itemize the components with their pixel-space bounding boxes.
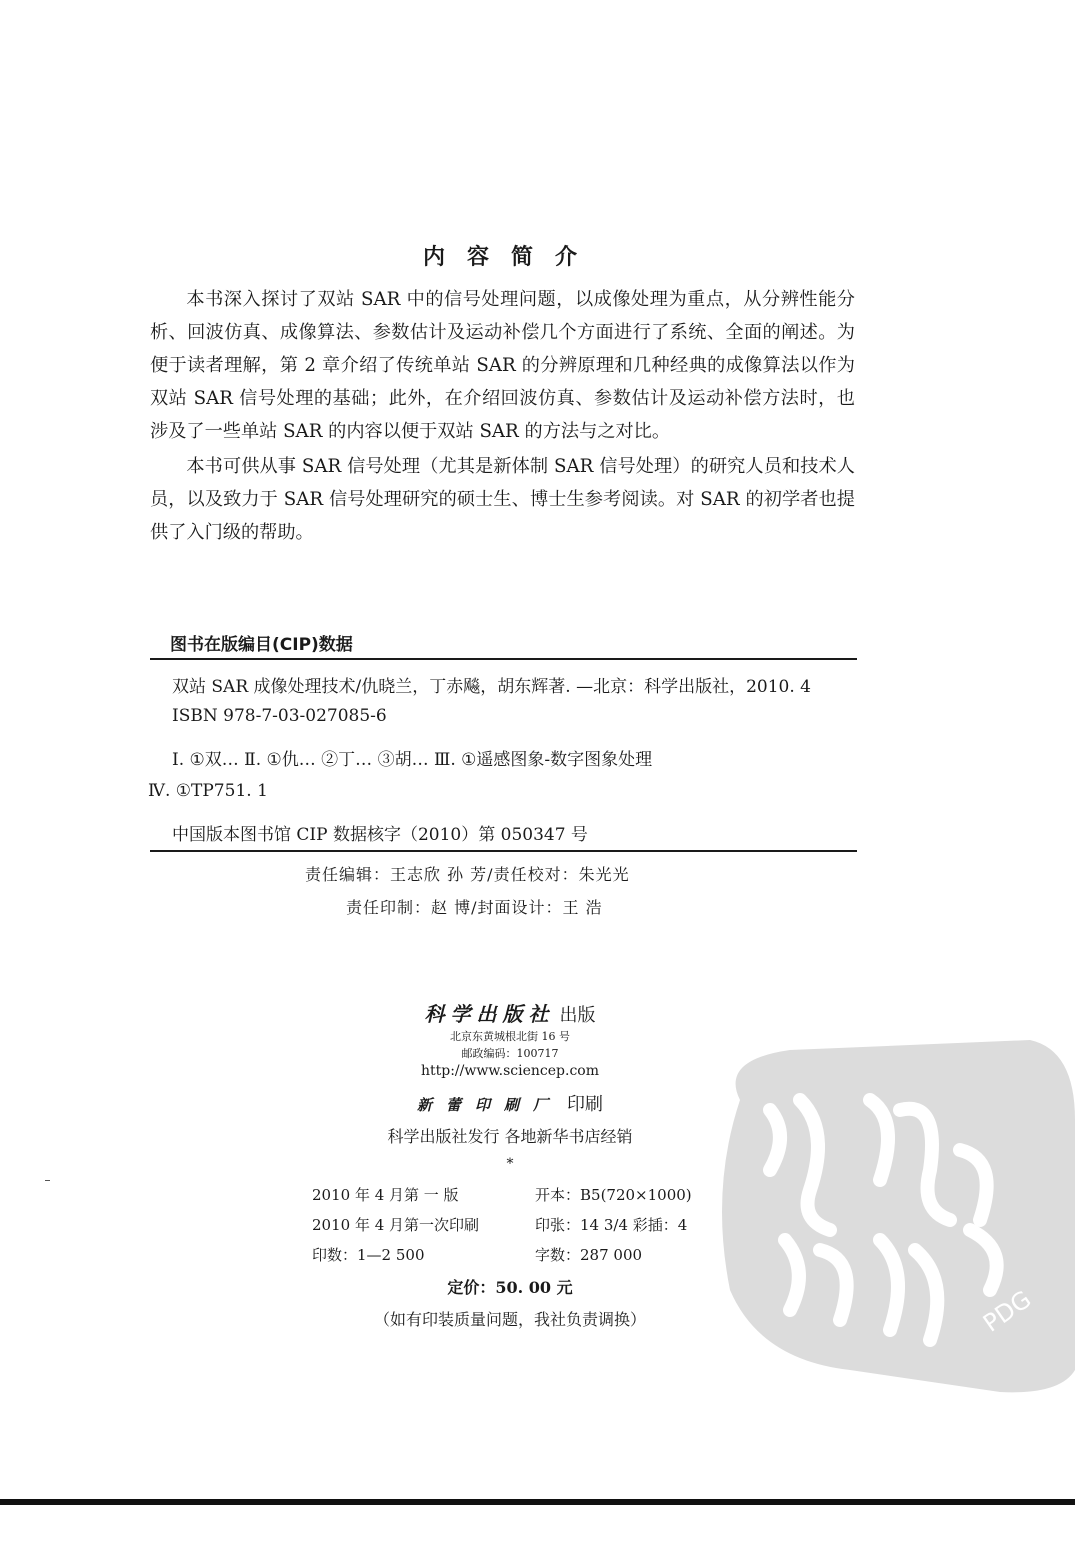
cip-record-number: 中国版本图书馆 CIP 数据核字（2010）第 050347 号 [172,825,588,845]
separator-star: * [506,1156,514,1172]
publisher-postcode: 邮政编码：100717 [461,1047,559,1060]
word-count: 字数：287 000 [535,1246,643,1264]
distribution-line: 科学出版社发行 各地新华书店经销 [387,1127,633,1146]
publisher-line [290,998,730,1027]
summary-paragraph-1: 本书深入探讨了双站 SAR 中的信号处理问题，以成像处理为重点，从分辨性能分析、回波仿真、成像算法、参数估计及运动补偿几个方面进行了系统、全面的阐述。为便于读者理解，第 2 章介绍了传统单站 SAR 的分辨原理和几种经典的成像算法以作为双站 SAR 信号处理的基础；此外，在介绍回波仿真、参数估计及运动补偿方法时，也涉及了一些单站 SAR 的内容以便于双站 SAR 的方法与之对比。 [150,289,855,442]
cip-title: 图书在版编目(CIP)数据 [170,635,353,655]
printer-name: 新蕾印刷厂 [416,1096,562,1114]
publisher-name: 科学出版社 [424,1002,555,1026]
price: 定价：50. 00 元 [447,1278,573,1297]
printer-suffix: 印刷 [567,1094,604,1115]
printer-line [290,1090,730,1116]
cip-catalog-line: 双站 SAR 成像处理技术/仇晓兰，丁赤飚，胡东辉著. —北京：科学出版社，2010. 4 [172,677,811,697]
edition-date: 2010 年 4 月第 一 版 [312,1186,459,1204]
production-line: 责任印制：赵 博/封面设计：王 浩 [346,898,603,917]
heading-char: 容 [466,245,489,270]
scan-bottom-bar [0,1499,1075,1505]
heading-char: 简 [511,245,534,270]
heading-char: 介 [555,245,578,270]
cip-bottom-rule [150,850,857,852]
summary-body [150,283,855,549]
cip-classification-number: Ⅳ. ①TP751. 1 [148,781,268,801]
heading-char: 内 [422,245,445,270]
cip-classification: Ⅰ. ①双… Ⅱ. ①仇… ②丁… ③胡… Ⅲ. ①遥感图象-数字图象处理 [172,750,653,770]
edition-format: 开本：B5(720×1000) [535,1186,692,1204]
seal-shape [722,1040,1075,1392]
print-sheets: 印张：14 3/4 彩插：4 [535,1216,688,1234]
summary-heading [0,240,1000,271]
publisher-url: http://www.sciencep.com [420,1063,599,1079]
summary-paragraph-2: 本书可供从事 SAR 信号处理（尤其是新体制 SAR 信号处理）的研究人员和技术人员，以及致力于 SAR 信号处理研究的硕士生、博士生参考阅读。对 SAR 的初学者也提供了入门级的帮助。 [150,456,855,543]
cip-top-rule [150,658,857,660]
print-date: 2010 年 4 月第一次印刷 [312,1216,480,1234]
watermark-seal [700,1040,1075,1400]
print-run: 印数：1—2 500 [312,1246,425,1264]
editors-line: 责任编辑：王志欣 孙 芳/责任校对：朱光光 [305,865,630,884]
cip-isbn: ISBN 978-7-03-027085-6 [172,706,387,726]
seal-mark: PDG [977,1285,1037,1338]
publisher-suffix: 出版 [559,1005,596,1026]
scan-speck [45,1180,50,1181]
publisher-address: 北京东黄城根北街 16 号 [450,1030,570,1043]
quality-notice: （如有印装质量问题，我社负责调换） [373,1310,646,1329]
